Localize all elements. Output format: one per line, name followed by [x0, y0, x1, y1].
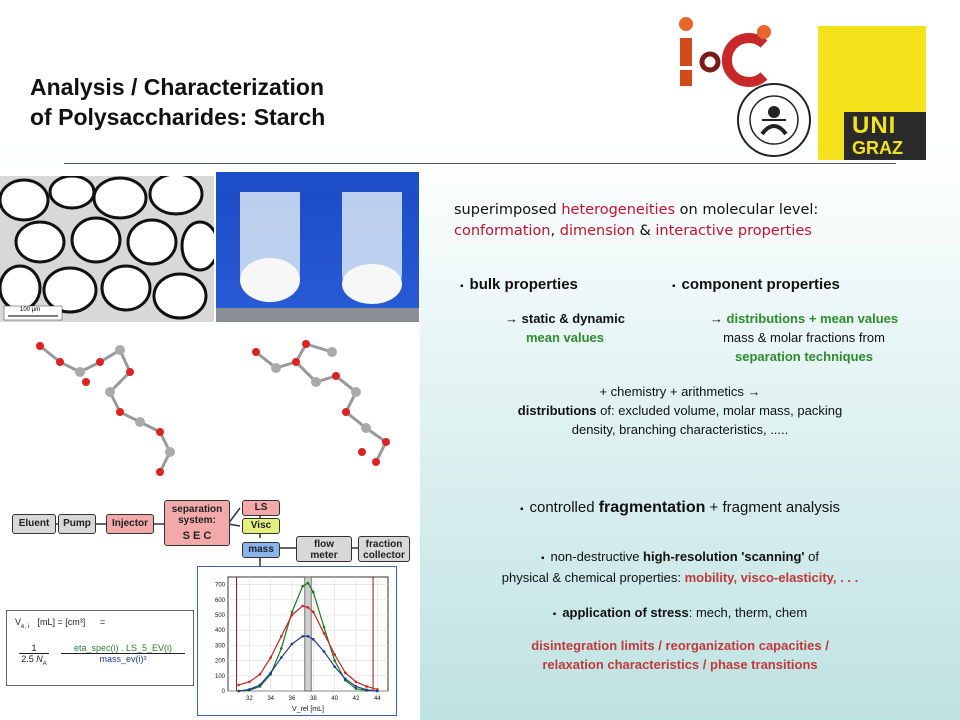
eluent-box: Eluent: [12, 514, 56, 534]
series-point-2: [365, 688, 368, 691]
series-point-0: [333, 659, 336, 662]
component-l3: separation techniques: [735, 349, 873, 364]
series-point-2: [307, 635, 310, 638]
formula-unit: [mL] = [cm³]: [37, 617, 86, 627]
series-point-1: [248, 681, 251, 684]
bulk-l2: mean values: [525, 330, 605, 345]
y-tick-label: 600: [214, 597, 225, 604]
molecule-model-right: [236, 332, 406, 482]
formula-k2: 2.5: [21, 654, 34, 664]
limits-l2: relaxation characteristics / phase transitions: [542, 657, 818, 672]
series-point-1: [237, 684, 240, 687]
intro-comma: ,: [550, 223, 556, 239]
flow-meter-label-2: meter: [310, 550, 338, 561]
formula-lhs-sub: e, i: [21, 623, 30, 630]
intro-amp: &: [634, 223, 656, 239]
x-tick-label: 32: [245, 696, 253, 702]
fraction-label-1: fraction: [365, 539, 403, 550]
flow-meter-box: [296, 536, 352, 562]
scan-l2a: physical & chemical properties:: [501, 570, 685, 585]
series-point-2: [280, 656, 283, 659]
series-point-2: [344, 678, 347, 681]
frag-c: + fragment analysis: [705, 499, 841, 516]
series-point-1: [365, 685, 368, 688]
series-point-1: [323, 632, 326, 635]
series-point-0: [323, 626, 326, 629]
bulk-properties-detail: [470, 309, 660, 347]
series-point-2: [312, 638, 315, 641]
selection-band: [305, 577, 311, 691]
elution-chart: [197, 566, 397, 716]
series-point-1: [355, 681, 358, 684]
flow-meter-label-1: flow: [314, 539, 334, 550]
test-tube-photo: [216, 172, 419, 322]
component-properties-detail: [674, 309, 934, 366]
chem-l3: density, branching characteristics, .....: [571, 422, 789, 437]
formula-lhs: V: [15, 617, 22, 627]
fragmentation-line: [440, 499, 920, 517]
series-point-1: [344, 671, 347, 674]
formula-denominator: mass_ev(i)²: [99, 654, 147, 664]
starch-micrograph: [0, 176, 214, 322]
component-l2: mass & molar fractions from: [723, 330, 885, 345]
frag-b: fragmentation: [598, 499, 706, 516]
component-properties-head: [672, 276, 840, 293]
frag-a: controlled: [529, 499, 599, 516]
bulk-l1: static & dynamic: [521, 311, 625, 326]
bulk-arrow: →: [505, 311, 519, 326]
scale-bar-label: 100 µm: [20, 307, 41, 313]
stress-line: [440, 605, 920, 620]
intro-p1-end: on molecular level:: [675, 202, 819, 218]
formula-na-sub: A: [42, 660, 47, 667]
separation-system-box: [164, 500, 230, 546]
sep-label-1: separation: [171, 504, 223, 515]
injector-box: Injector: [106, 514, 154, 534]
uni-graz-logo: [818, 26, 926, 160]
fraction-label-2: collector: [363, 550, 405, 561]
university-seal: [736, 82, 812, 158]
intro-interactive: interactive properties: [655, 223, 812, 239]
title-line1: Analysis / Characterization: [30, 74, 324, 100]
chem-l2a: distributions: [517, 403, 597, 418]
chem-l1: + chemistry + arithmetics →: [599, 384, 761, 399]
y-tick-label: 500: [214, 613, 225, 619]
title-divider: [64, 163, 896, 164]
y-tick-label: 200: [214, 658, 225, 665]
title-line2: of Polysaccharides: Starch: [30, 104, 326, 130]
series-point-1: [280, 635, 283, 638]
bulk-head: ▪ bulk properties: [460, 276, 578, 293]
y-tick-label: 700: [214, 582, 225, 589]
x-tick-label: 40: [331, 696, 339, 702]
sep-label-2: system:: [178, 515, 216, 526]
bulk-properties-head: [460, 276, 578, 293]
series-point-1: [333, 653, 336, 656]
scan-l1a: non-destructive: [550, 549, 644, 564]
component-arrow: →: [709, 311, 723, 326]
uni-label: UNI: [852, 112, 897, 139]
formula-k: 1: [31, 643, 37, 653]
x-tick-label: 38: [309, 696, 317, 702]
stress-b: : mech, therm, chem: [688, 605, 808, 620]
series-point-2: [323, 650, 326, 653]
stress-a: application of stress: [562, 605, 689, 620]
intro-heterogeneities: heterogeneities: [561, 202, 676, 218]
formula-numerator: eta_spec(i) . LS_5_EV(i): [73, 643, 173, 653]
limits-block: [440, 636, 920, 674]
chemistry-block: [450, 382, 910, 439]
fraction-collector-box: [358, 536, 410, 562]
series-point-1: [259, 673, 262, 676]
y-tick-label: 300: [214, 643, 225, 650]
component-l1: distributions + mean values: [726, 311, 899, 326]
series-point-0: [291, 611, 294, 614]
y-tick-label: 400: [214, 628, 225, 635]
series-point-1: [301, 605, 304, 608]
x-tick-label: 36: [288, 696, 296, 702]
scan-l2b: mobility, visco-elasticity, . . .: [684, 570, 859, 585]
molecule-model-left: [30, 332, 190, 482]
slide-title: [30, 72, 325, 132]
graz-label: GRAZ: [852, 138, 903, 158]
series-point-2: [376, 690, 379, 693]
series-point-0: [312, 591, 315, 594]
series-point-1: [291, 614, 294, 617]
chem-l2b: of: excluded volume, molar mass, packing: [596, 403, 843, 418]
series-point-2: [333, 665, 336, 668]
visc-box: Visc: [242, 518, 280, 534]
x-tick-label: 44: [373, 696, 381, 702]
series-point-0: [355, 687, 358, 690]
series-point-2: [248, 688, 251, 691]
series-point-2: [291, 643, 294, 646]
series-point-2: [355, 685, 358, 688]
mass-box: mass: [242, 542, 280, 558]
series-point-2: [269, 671, 272, 674]
intro-p1: superimposed: [454, 202, 562, 218]
limits-l1: disintegration limits / reorganization capacities /: [531, 638, 829, 653]
x-tick-label: 42: [352, 696, 360, 702]
series-point-1: [269, 656, 272, 659]
series-point-0: [307, 582, 310, 585]
series-point-2: [237, 690, 240, 693]
y-tick-label: 0: [221, 689, 225, 695]
series-point-2: [301, 635, 304, 638]
scan-l1c: of: [804, 549, 819, 564]
series-point-1: [307, 606, 310, 609]
ls-box: LS: [242, 500, 280, 516]
series-point-2: [259, 684, 262, 687]
intro-dimension: dimension: [559, 223, 635, 239]
intro-conformation: conformation: [454, 223, 551, 239]
sec-label: S E C: [182, 530, 212, 542]
intro-text: [454, 200, 818, 242]
formula-na: N: [36, 654, 43, 664]
y-tick-label: 100: [214, 673, 225, 680]
formula-equals: =: [99, 617, 106, 627]
scan-l1b: high-resolution 'scanning': [643, 549, 805, 564]
formula-box: [6, 610, 194, 686]
x-axis-label: V_rel [mL]: [292, 706, 324, 713]
pump-box: Pump: [58, 514, 96, 534]
x-tick-label: 34: [267, 696, 275, 702]
series-point-1: [312, 611, 315, 614]
component-head: ▪ component properties: [672, 276, 840, 293]
series-point-0: [280, 647, 283, 650]
series-point-0: [301, 585, 304, 588]
chart-svg: [198, 567, 396, 715]
scanning-block: [440, 547, 920, 587]
